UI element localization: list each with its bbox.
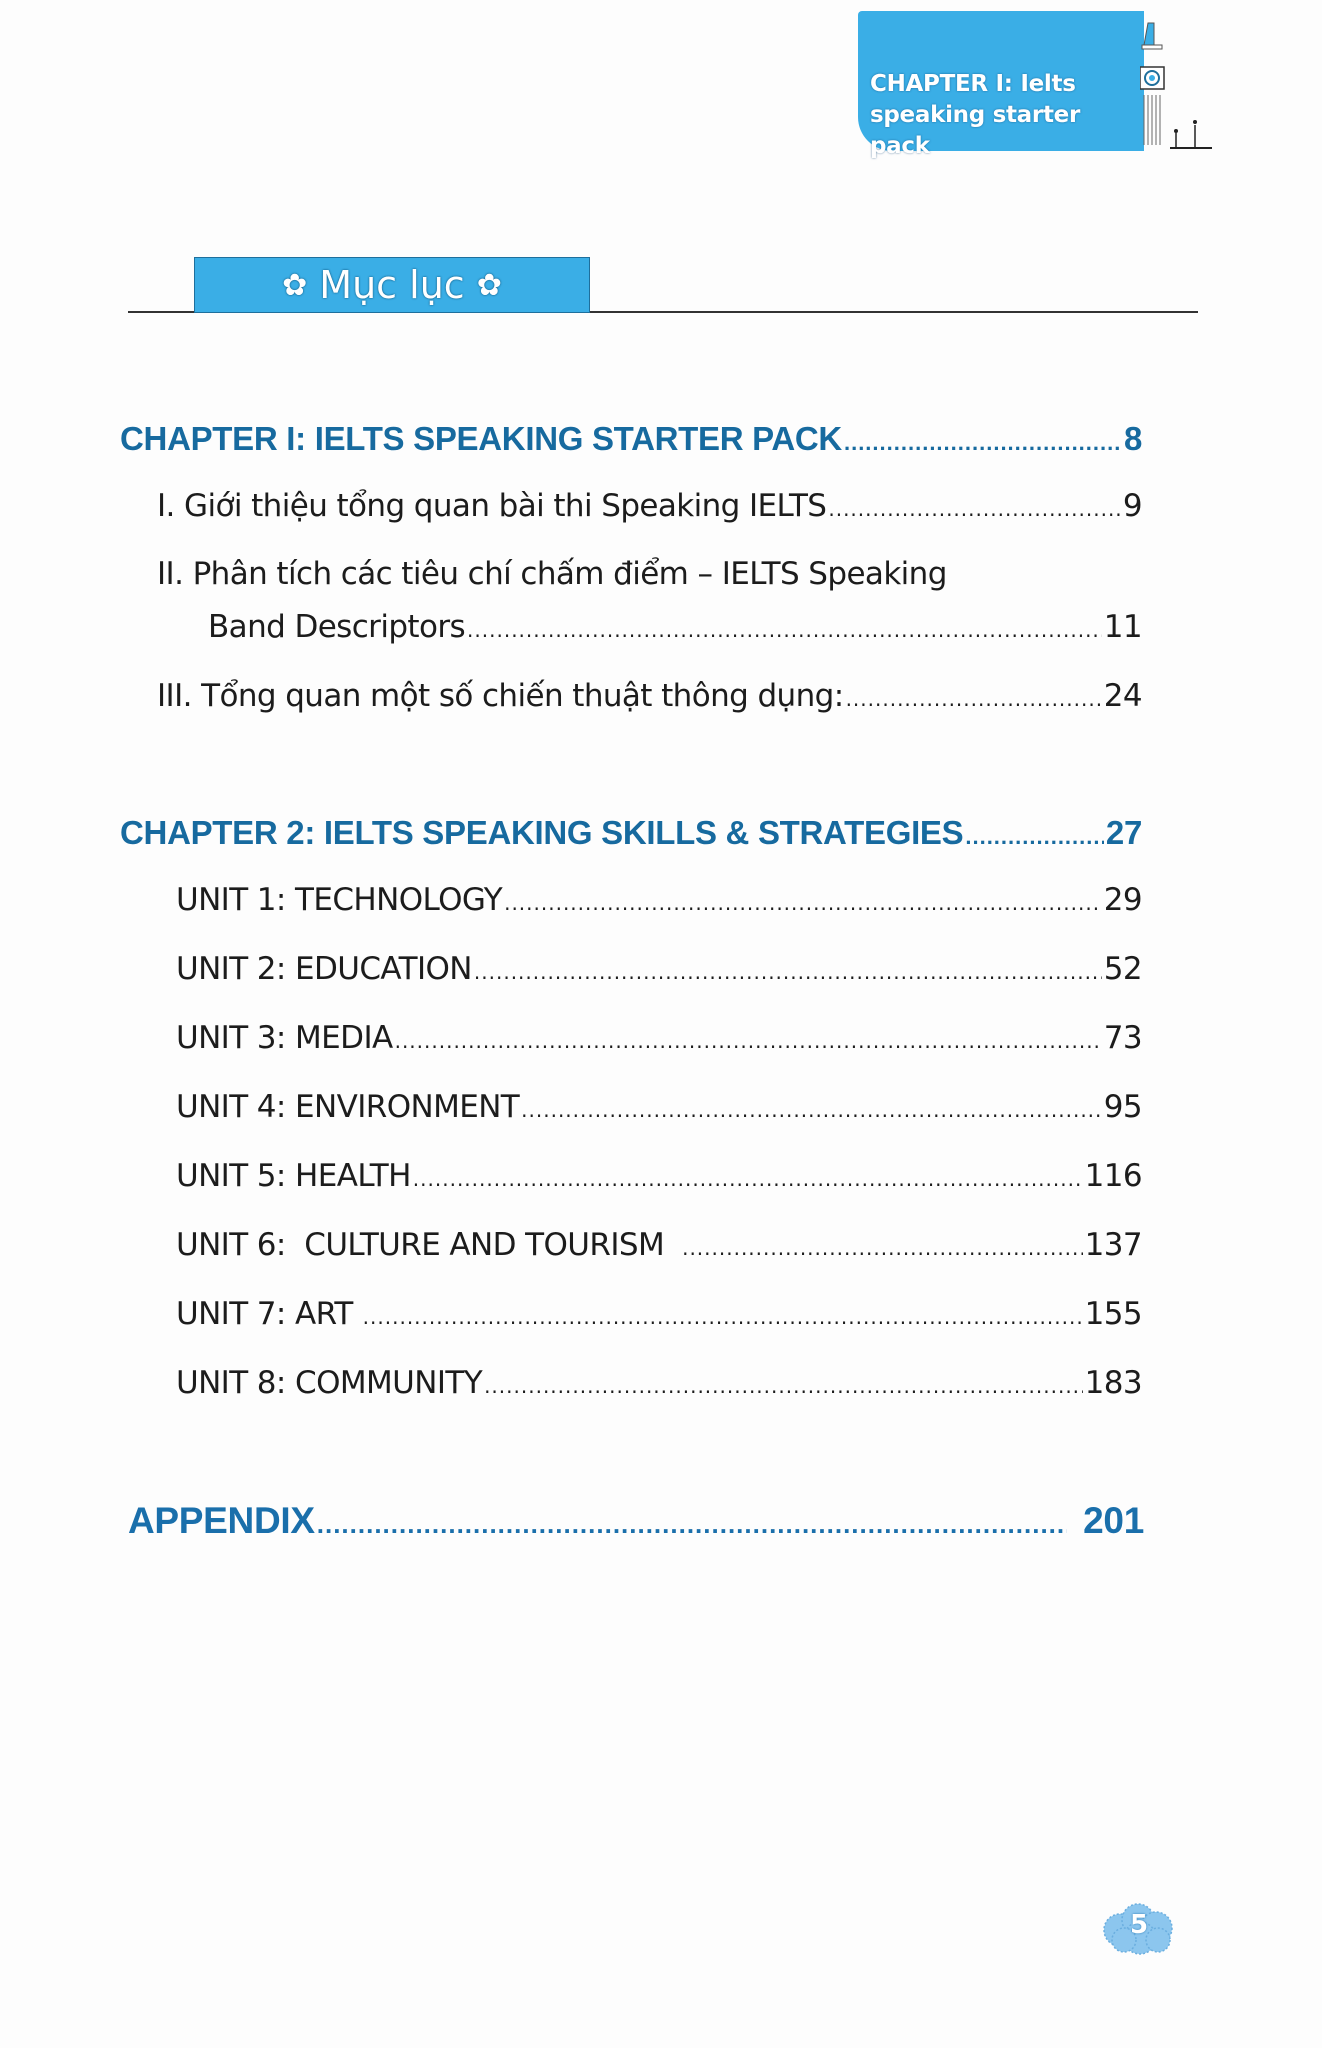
toc-entry-label: UNIT 8: COMMUNITY [176,1365,483,1401]
toc-entry-label: APPENDIX [128,1500,315,1541]
toc-entry-page: 95 [1103,1089,1142,1125]
toc-unit[interactable] [176,1089,1142,1125]
leader-dots [844,430,1122,456]
leader-dots [521,1098,1102,1122]
toc-unit[interactable] [176,1365,1142,1401]
toc-unit[interactable] [176,951,1142,987]
toc-entry-label: UNIT 6: CULTURE AND TOURISM [176,1227,665,1263]
toc-title-section [128,257,1198,313]
leader-dots [846,687,1102,711]
chapter-header-text [870,69,1144,162]
leader-dots [363,1305,1083,1329]
chapter-header-line1: CHAPTER I: Ielts [870,71,1076,97]
leader-dots [395,1029,1102,1053]
leader-dots [467,618,1102,642]
toc-entry-page: 155 [1084,1296,1142,1332]
leader-dots [317,1509,1067,1540]
flower-icon: ✿ [282,267,308,303]
big-ben-tower-icon [1140,15,1220,155]
toc-entry-page: 116 [1084,1158,1142,1194]
chapter-header-line2: speaking starter pack [870,102,1080,159]
toc-entry-label: UNIT 5: HEALTH [176,1158,411,1194]
toc-entry-label: UNIT 3: MEDIA [176,1020,393,1056]
toc-entry-label: UNIT 4: ENVIRONMENT [176,1089,520,1125]
toc-entry-page: 27 [1105,814,1142,851]
toc-entry-page: 137 [1084,1227,1142,1263]
toc-unit[interactable] [176,1296,1142,1332]
toc-item[interactable] [157,678,1142,714]
toc-item[interactable] [157,488,1142,524]
chapter-header-tab [858,11,1144,159]
leader-dots [682,1236,1083,1260]
toc-unit[interactable] [176,1227,1142,1263]
leader-dots [504,891,1102,915]
page-number-badge [1098,1898,1180,1958]
toc-entry-label: I. Giới thiệu tổng quan bài thi Speaking IELTS [157,488,827,524]
toc-entry-page: 24 [1103,678,1142,714]
toc-entry-page: 11 [1103,609,1142,645]
leader-dots [828,497,1121,521]
toc-chapter-1[interactable] [120,420,1142,458]
toc-unit[interactable] [176,1158,1142,1194]
page-number: 5 [1129,1910,1149,1940]
toc-entry-label: Band Descriptors [208,609,466,645]
leader-dots [965,824,1104,850]
toc-entry-label: CHAPTER I: IELTS SPEAKING STARTER PACK [120,420,842,457]
leader-dots [484,1374,1083,1398]
leader-dots [413,1167,1083,1191]
toc-entry-page: 52 [1103,951,1142,987]
toc-appendix[interactable] [128,1500,1144,1542]
leader-dots [474,960,1102,984]
toc-entry-label: UNIT 7: ART [176,1296,353,1332]
toc-entry-page: 9 [1122,488,1142,524]
toc-entry-label: CHAPTER 2: IELTS SPEAKING SKILLS & STRATEGIES [120,814,964,851]
toc-entry-page: 201 [1083,1500,1144,1541]
toc-entry-page: 29 [1103,882,1142,918]
toc-entry-label: UNIT 1: TECHNOLOGY [176,882,503,918]
toc-entry-label: II. Phân tích các tiêu chí chấm điểm – IELTS Speaking [157,556,947,592]
flower-icon: ✿ [476,267,502,303]
toc-chapter-2[interactable] [120,814,1142,852]
toc-unit[interactable] [176,882,1142,918]
toc-entry-label: III. Tổng quan một số chiến thuật thông dụng: [157,678,844,714]
toc-title [194,257,590,313]
toc-entry-label: UNIT 2: EDUCATION [176,951,472,987]
toc-item-line1[interactable] [157,556,1142,592]
toc-unit[interactable] [176,1020,1142,1056]
toc-entry-page: 183 [1084,1365,1142,1401]
toc-entry-page: 8 [1123,420,1142,457]
toc-entry-page: 73 [1103,1020,1142,1056]
toc-title-text: Mục lục [319,263,465,307]
toc-item-line2[interactable] [208,609,1142,645]
